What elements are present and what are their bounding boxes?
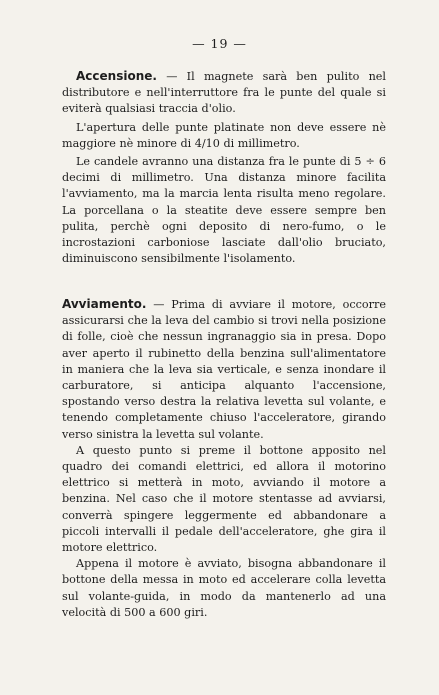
section-heading: Avviamento. [62,297,147,311]
paragraph-text: — Prima di avviare il motore, occorre assicurarsi che la leva del cambio si trovi nella posizione di folle, cioè che nessun ingranaggio sia in presa. Dopo aver aperto il rubinetto della benzina sull'alimentatore in maniera che la leva sia verticale, e senza inondare il carburatore, si anticipa alquanto l'accensione, spostando verso destra la relativa levetta sul volante, e tenendo completamente chiuso l'acceleratore, girando verso sinistra la levetta sul volante. [62,298,386,441]
section-accensione [62,68,386,267]
section-avviamento [62,296,386,621]
page-number: — 19 — [192,36,247,51]
paragraph: A questo punto si preme il bottone apposito nel quadro dei comandi elettrici, ed allora il motorino elettrico si metterà in moto, avviando il motore a benzina. Nel caso che il motore stentasse ad avviarsi, converrà spingere leggermente ed abbandonare a piccoli intervalli il pedale dell'acceleratore, ghe gira il motore elettrico. [62,443,386,555]
section-heading: Accensione. [76,69,157,83]
paragraph-text: — Il magnete sarà ben pulito nel distributore e nell'interruttore fra le punte del quale si eviterà qualsiasi traccia d'olio. [62,70,386,116]
paragraph: Le candele avranno una distanza fra le punte di 5 ÷ 6 decimi di millimetro. Una distanza minore facilita l'avviamento, ma la marcia lenta risulta meno regolare. La porcellana o la steatite deve essere sempre ben pulita, perchè ogni deposito di nero-fumo, o le incrostazioni carboniose lasciate dall'olio bruciato, diminuiscono sensibilmente l'isolamento. [62,155,386,266]
paragraph: L'apertura delle punte platinate non deve essere nè maggiore nè minore di 4/10 di millimetro. [62,120,386,150]
paragraph: Appena il motore è avviato, bisogna abbandonare il bottone della messa in moto ed accelerare colla levetta sul volante-guida, in modo da mantenerlo ad una velocità di 500 a 600 giri. [62,557,386,619]
paragraph [62,68,386,118]
paragraph [62,296,386,443]
